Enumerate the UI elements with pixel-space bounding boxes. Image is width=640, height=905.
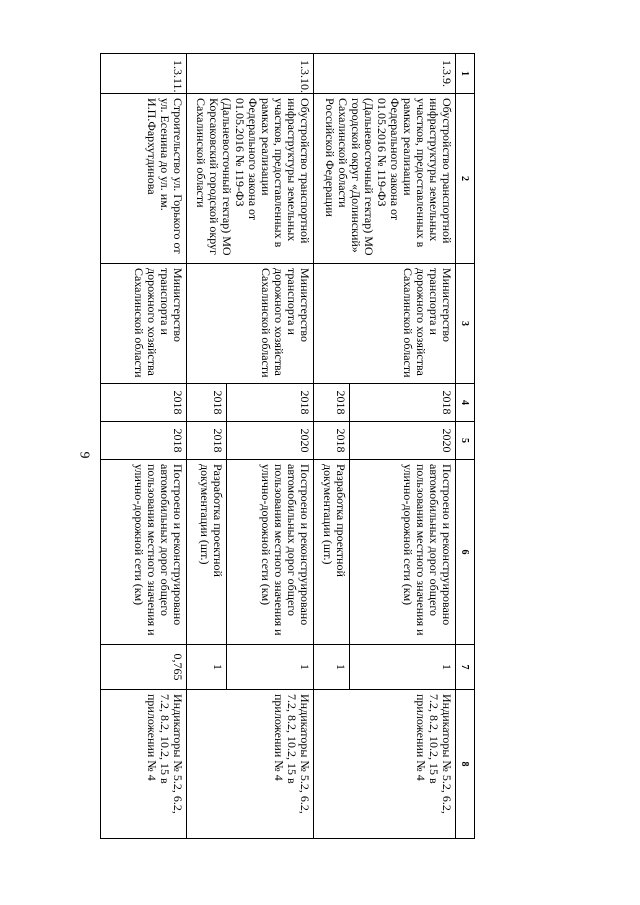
row-value: 1 bbox=[187, 645, 227, 690]
row-number: 1.3.10. bbox=[187, 54, 313, 94]
row-end-year: 2020 bbox=[227, 422, 313, 460]
row-number: 1.3.9. bbox=[313, 54, 455, 94]
table-row bbox=[227, 54, 313, 839]
rotated-table-container bbox=[100, 53, 475, 838]
row-start-year: 2018 bbox=[349, 384, 455, 422]
table-row bbox=[349, 54, 455, 839]
row-value: 1 bbox=[349, 645, 455, 690]
row-end-year: 2018 bbox=[313, 422, 349, 460]
row-end-year: 2018 bbox=[101, 422, 187, 460]
row-end-year: 2020 bbox=[349, 422, 455, 460]
row-name: Строительство ул. Горького от ул. Есенина до ул. им. И.П.Фархутдинова bbox=[101, 94, 187, 264]
row-name: Обустройство транспортной инфраструктуры земельных участков, предоставленных в рамках реализации Федерального закона от 01.05.2016 № 119-ФЗ (Дальневосточный гектар) МО городской округ «Долинский» Сахалинской области Российской Федерации bbox=[313, 94, 455, 264]
row-link: Индикаторы № 5.2, 6.2, 7.2, 8.2, 10.2, 15 в приложении № 4 bbox=[101, 690, 187, 839]
col-header: 4 bbox=[456, 384, 475, 422]
row-start-year: 2018 bbox=[227, 384, 313, 422]
program-table bbox=[100, 53, 475, 839]
table-row bbox=[101, 54, 187, 839]
row-link: Индикаторы № 5.2, 6.2, 7.2, 8.2, 10.2, 15 в приложении № 4 bbox=[313, 690, 455, 839]
row-indicator: Разработка проектной документации (шт.) bbox=[187, 460, 227, 645]
row-executor: Министерство транспорта и дорожного хозяйства Сахалинской области bbox=[101, 264, 187, 384]
row-end-year: 2018 bbox=[187, 422, 227, 460]
col-header: 8 bbox=[456, 690, 475, 839]
row-value: 0,765 bbox=[101, 645, 187, 690]
row-executor: Министерство транспорта и дорожного хозяйства Сахалинской области bbox=[313, 264, 455, 384]
header-row bbox=[456, 54, 475, 839]
row-start-year: 2018 bbox=[187, 384, 227, 422]
page-number: 9 bbox=[76, 451, 92, 459]
row-value: 1 bbox=[313, 645, 349, 690]
row-indicator: Разработка проектной документации (шт.) bbox=[313, 460, 349, 645]
row-name: Обустройство транспортной инфраструктуры земельных участков, предоставленных в рамках реализации Федерального закона от 01.05.2016 № 119-ФЗ (Дальневосточный гектар) МО Корсаковский городской округ Сахалинской области bbox=[187, 94, 313, 264]
col-header: 5 bbox=[456, 422, 475, 460]
col-header: 1 bbox=[456, 54, 475, 94]
row-indicator: Построено и реконструировано автомобильных дорог общего пользования местного значения и улично-дорожной сети (км) bbox=[101, 460, 187, 645]
row-start-year: 2018 bbox=[101, 384, 187, 422]
row-link: Индикаторы № 5.2, 6.2, 7.2, 8.2, 10.2, 15 в приложении № 4 bbox=[187, 690, 313, 839]
col-header: 7 bbox=[456, 645, 475, 690]
row-indicator: Построено и реконструировано автомобильных дорог общего пользования местного значения и улично-дорожной сети (км) bbox=[349, 460, 455, 645]
row-number: 1.3.11. bbox=[101, 54, 187, 94]
col-header: 3 bbox=[456, 264, 475, 384]
col-header: 6 bbox=[456, 460, 475, 645]
row-executor: Министерство транспорта и дорожного хозяйства Сахалинской области bbox=[187, 264, 313, 384]
row-value: 1 bbox=[227, 645, 313, 690]
col-header: 2 bbox=[456, 94, 475, 264]
row-start-year: 2018 bbox=[313, 384, 349, 422]
row-indicator: Построено и реконструировано автомобильных дорог общего пользования местного значения и улично-дорожной сети (км) bbox=[227, 460, 313, 645]
